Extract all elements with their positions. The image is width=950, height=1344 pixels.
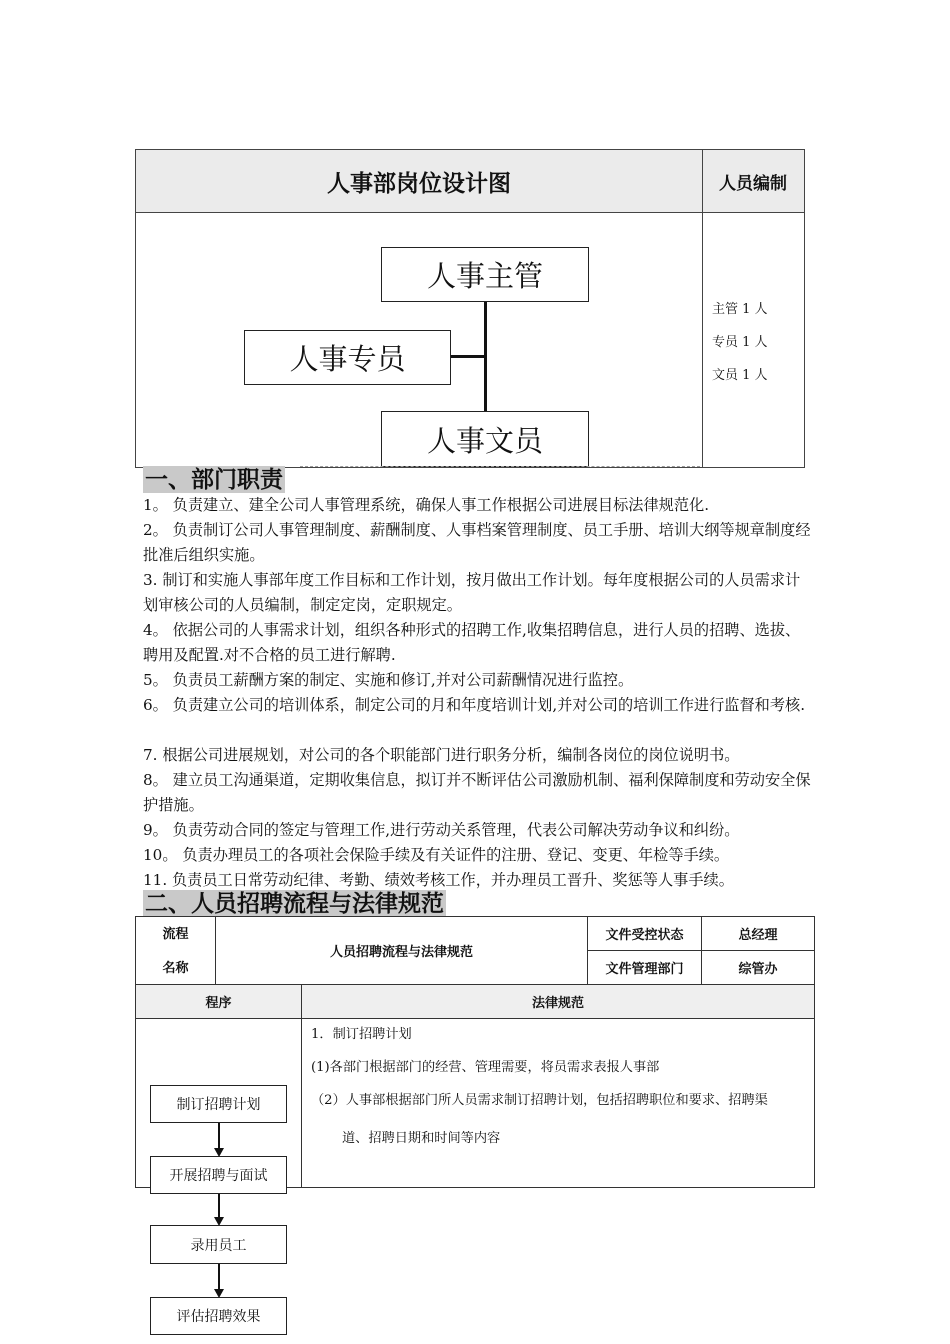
flow-name-label-cell [135, 916, 216, 985]
legal-body-cell [301, 1018, 815, 1188]
flow-step-label: 开展招聘与面试 [169, 1168, 268, 1184]
section2-heading-wrap [143, 890, 446, 918]
section1-heading-wrap [143, 466, 285, 494]
org-clerk-label: 人事文员 [426, 423, 543, 458]
legal-line: 道、招聘日期和时间等内容 [342, 1131, 501, 1146]
staffing-header: 人员编制 [719, 173, 787, 194]
legal-header: 法律规范 [531, 996, 584, 1011]
staffing-supervisor: 主管 1 人 [712, 302, 768, 317]
duty-item: 2。 负责制订公司人事管理制度、薪酬制度、人事档案管理制度、员工手册、培训大纲等规章制度经批准后组织实施。 [143, 521, 811, 564]
flow-label-2: 名称 [162, 961, 189, 976]
status-value-cell [701, 916, 815, 951]
duty-item: 3. 制订和实施人事部年度工作目标和工作计划，按月做出工作计划。每年度根据公司的人员需求计划审核公司的人员编制，制定定岗，定职规定。 [143, 571, 801, 614]
dept-value: 综管办 [738, 962, 778, 977]
flow-arrow-line [218, 1264, 220, 1290]
legal-line: （2）人事部根据部门所人员需求制订招聘计划，包括招聘职位和要求、招聘渠 [311, 1093, 768, 1108]
flow-step-plan [150, 1085, 287, 1123]
duty-item: 10。 负责办理员工的各项社会保险手续及有关证件的注册、登记、变更、年检等手续。 [143, 846, 730, 864]
dashed-divider [300, 466, 700, 467]
staffing-list [712, 293, 768, 392]
flow-step-label: 制订招聘计划 [176, 1097, 261, 1113]
flow-name-cell [215, 916, 588, 985]
org-chart-title-cell [135, 149, 703, 213]
procedure-header-cell [135, 984, 302, 1019]
duty-item: 4。 依据公司的人事需求计划，组织各种形式的招聘工作,收集招聘信息，进行人员的招聘、选拔、聘用及配置.对不合格的员工进行解聘. [143, 621, 801, 664]
section1-heading: 一、部门职责 [145, 466, 283, 493]
staffing-clerk: 文员 1 人 [712, 368, 768, 383]
flow-step-evaluate [150, 1297, 287, 1335]
org-box-supervisor [381, 247, 589, 302]
flow-step-recruit [150, 1156, 287, 1194]
org-box-specialist [244, 330, 451, 385]
staffing-cell [703, 213, 805, 468]
procedure-header: 程序 [205, 996, 232, 1011]
flow-name: 人员招聘流程与法律规范 [329, 945, 473, 960]
flow-label-1: 流程 [162, 927, 189, 942]
flow-step-hire [150, 1225, 287, 1264]
duty-item: 7. 根据公司进展规划，对公司的各个职能部门进行职务分析，编制各岗位的岗位说明书。 [143, 746, 740, 764]
legal-line: (1)各部门根据部门的经营、管理需要，将员需求表报人事部 [311, 1060, 660, 1075]
flow-step-label: 评估招聘效果 [176, 1309, 261, 1325]
dept-label-cell [587, 950, 702, 985]
duty-item: 11. 负责员工日常劳动纪律、考勤、绩效考核工作，并办理员工晋升、奖惩等人事手续。 [143, 871, 734, 889]
org-box-clerk [381, 411, 589, 467]
status-value: 总经理 [738, 928, 778, 943]
org-specialist-label: 人事专员 [289, 342, 406, 376]
duty-item: 6。 负责建立公司的培训体系，制定公司的月和年度培训计划,并对公司的培训工作进行监督和考核. [143, 696, 806, 714]
flow-step-label: 录用员工 [190, 1237, 247, 1254]
duty-item: 8。 建立员工沟通渠道，定期收集信息，拟订并不断评估公司激励机制、福利保障制度和劳动安全保护措施。 [143, 771, 811, 814]
legal-line: 1．制订招聘计划 [311, 1027, 412, 1042]
staffing-header-cell [703, 149, 805, 213]
flow-arrow-line [218, 1123, 220, 1149]
org-connector-horizontal [451, 355, 485, 358]
duty-item: 5。 负责员工薪酬方案的制定、实施和修订,并对公司薪酬情况进行监控。 [143, 671, 634, 689]
duty-item: 9。 负责劳动合同的签定与管理工作,进行劳动关系管理，代表公司解决劳动争议和纠纷。 [143, 821, 740, 839]
legal-header-cell [301, 984, 815, 1019]
duty-item: 1。 负责建立、建全公司人事管理系统，确保人事工作根据公司进展目标法律规范化. [143, 496, 710, 514]
dept-label: 文件管理部门 [605, 962, 684, 977]
section2-heading: 二、人员招聘流程与法律规范 [145, 890, 444, 917]
flow-arrow-line [218, 1194, 220, 1218]
duties-list [143, 493, 815, 893]
dept-value-cell [701, 950, 815, 985]
staffing-specialist: 专员 1 人 [712, 335, 768, 350]
org-supervisor-label: 人事主管 [426, 259, 543, 293]
status-label: 文件受控状态 [605, 928, 684, 943]
status-label-cell [587, 916, 702, 951]
org-chart-title: 人事部岗位设计图 [327, 169, 511, 197]
